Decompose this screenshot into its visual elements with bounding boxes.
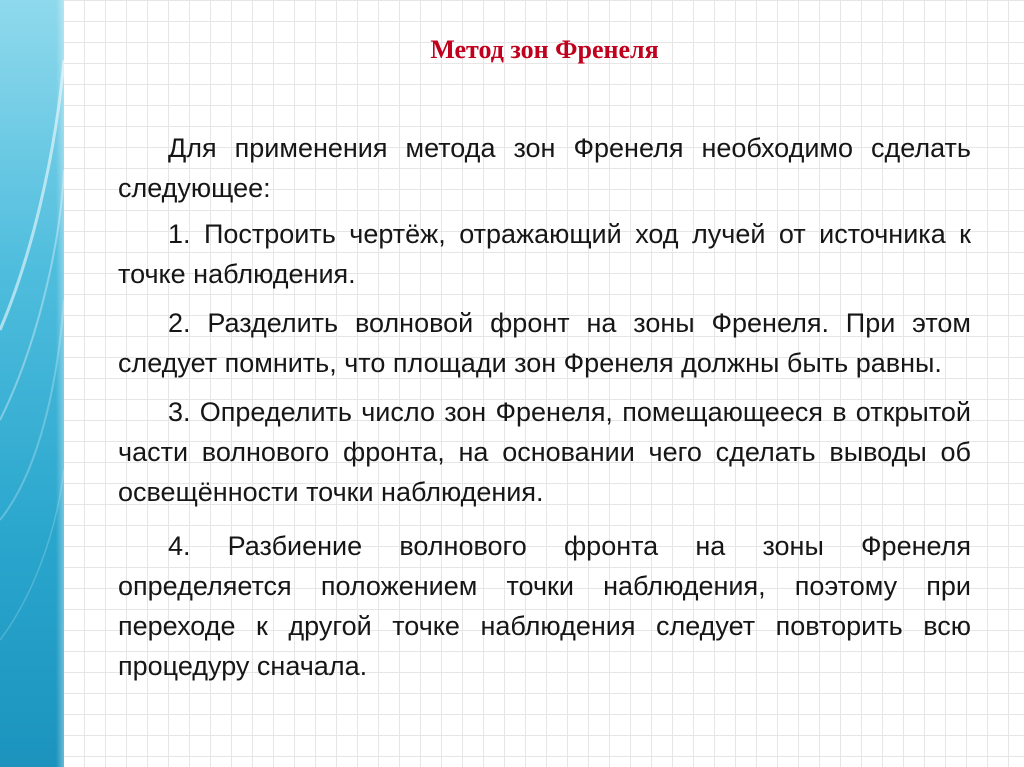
step-1-paragraph: 1. Построить чертёж, отражающий ход лучей от источника к точке наблюдения. <box>118 219 971 289</box>
slide-body <box>118 128 971 695</box>
decorative-side-band <box>0 0 64 767</box>
slide-title: Метод зон Френеля <box>430 35 659 64</box>
slide-content <box>118 0 971 767</box>
step-4-paragraph: 4. Разбиение волнового фронта на зоны Френеля определяется положением точки наблюдения, поэтому при переходе к другой точке наблюдения следует повторить всю процедуру сначала. <box>118 531 971 681</box>
step-3-paragraph: 3. Определить число зон Френеля, помещающееся в открытой части волнового фронта, на основании чего сделать выводы об освещённости точки наблюдения. <box>118 397 971 507</box>
side-band-graphic <box>0 0 64 767</box>
intro-paragraph: Для применения метода зон Френеля необходимо сделать следующее: <box>118 133 971 203</box>
step-2-paragraph: 2. Разделить волновой фронт на зоны Френеля. При этом следует помнить, что площади зон Френеля должны быть равны. <box>118 308 971 378</box>
